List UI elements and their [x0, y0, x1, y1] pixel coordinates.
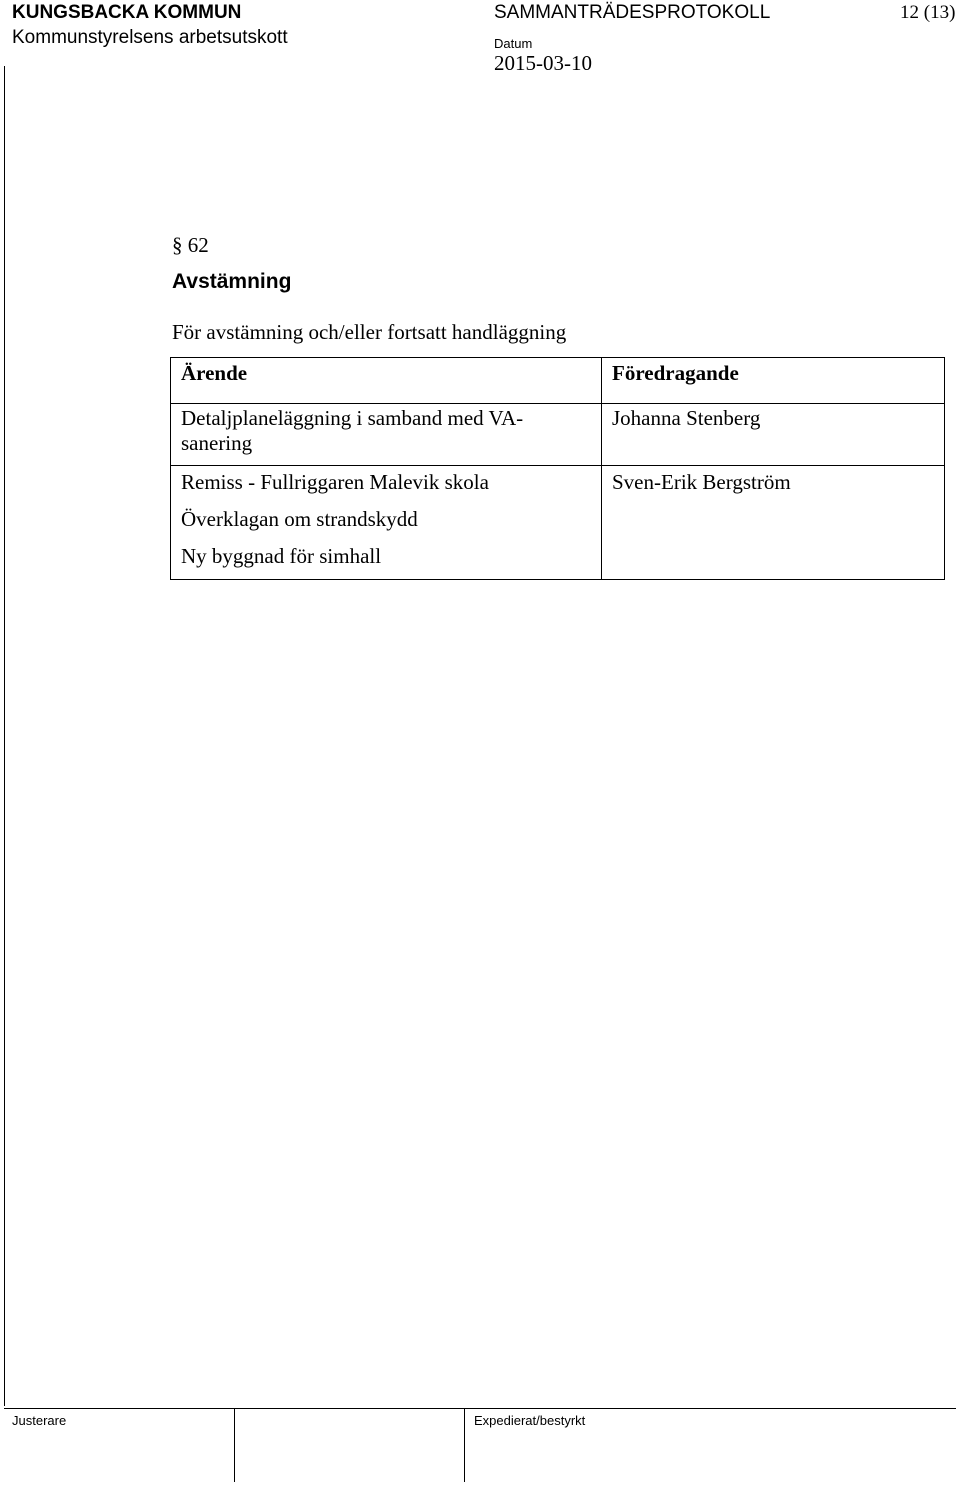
- table-row: [171, 404, 945, 466]
- table-header-row: [171, 358, 945, 404]
- foredragande-cell: Sven-Erik Bergström: [602, 466, 945, 496]
- table-row: [171, 495, 945, 532]
- column-header-arende: Ärende: [171, 358, 602, 404]
- date-value: 2015-03-10: [494, 51, 592, 75]
- footer-rule: [4, 1408, 956, 1409]
- left-margin-rule: [4, 66, 5, 1406]
- arende-cell: Överklagan om strandskydd: [171, 495, 602, 532]
- section-title: Avstämning: [172, 270, 292, 293]
- department-name: Kommunstyrelsens arbetsutskott: [12, 27, 288, 48]
- document-type: SAMMANTRÄDESPROTOKOLL: [494, 2, 771, 23]
- column-header-foredragande: Föredragande: [602, 358, 945, 404]
- footer-divider: [464, 1408, 465, 1482]
- foredragande-cell: [602, 495, 945, 532]
- arende-text-line: sanering: [181, 431, 253, 455]
- table-row: [171, 532, 945, 580]
- foredragande-cell: Johanna Stenberg: [602, 404, 945, 466]
- page-number: 12 (13): [900, 2, 956, 23]
- date-label: Datum: [494, 36, 533, 51]
- agenda-table: [170, 357, 945, 580]
- expedierat-label: Expedierat/bestyrkt: [474, 1413, 586, 1428]
- section-description: För avstämning och/eller fortsatt handläggning: [172, 320, 567, 344]
- organization-name: KUNGSBACKA KOMMUN: [12, 2, 242, 23]
- section-number: § 62: [172, 233, 209, 257]
- justerare-label: Justerare: [12, 1413, 67, 1428]
- footer-divider: [234, 1408, 235, 1482]
- arende-cell: [171, 404, 602, 466]
- table-row: [171, 466, 945, 496]
- arende-cell: Ny byggnad för simhall: [171, 532, 602, 580]
- arende-cell: Remiss - Fullriggaren Malevik skola: [171, 466, 602, 496]
- foredragande-cell: [602, 532, 945, 580]
- arende-text-line: Detaljplaneläggning i samband med VA-: [181, 406, 524, 430]
